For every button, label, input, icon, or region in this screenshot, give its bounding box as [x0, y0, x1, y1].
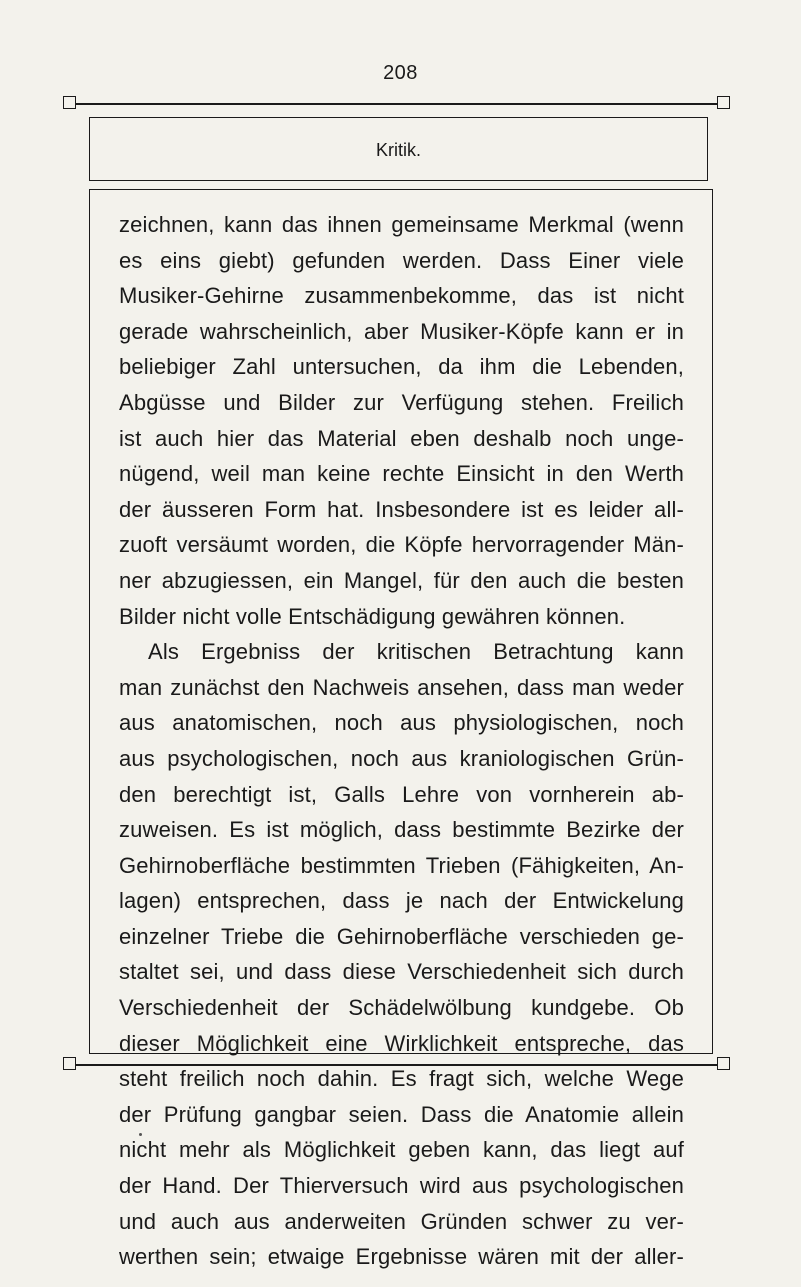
page-number: 208 [383, 62, 418, 84]
text-line: Als Ergebniss der kritischen Betrachtung kann [148, 639, 684, 665]
text-line: Musiker-Gehirne zusammenbekomme, das ist nicht [119, 283, 684, 309]
frame-top-rule [70, 103, 724, 105]
text-line: beliebiger Zahl untersuchen, da ihm die Lebenden, [119, 354, 684, 380]
running-header-title: Kritik. [376, 140, 421, 160]
body-text [119, 207, 684, 1275]
text-line: und auch aus anderweiten Gründen schwer zu ver- [119, 1208, 684, 1234]
text-line: steht freilich noch dahin. Es fragt sich, welche Wege [119, 1066, 684, 1092]
text-line: zuweisen. Es ist möglich, dass bestimmte Bezirke der [119, 817, 684, 843]
frame-corner-top-right [717, 96, 730, 109]
text-line: Bilder nicht volle Entschädigung gewähren können. [119, 603, 626, 629]
paper-speck [139, 1133, 142, 1136]
text-line: staltet sei, und dass diese Verschiedenheit sich durch [119, 959, 684, 985]
text-line: zuoft versäumt worden, die Köpfe hervorragender Män- [119, 532, 684, 558]
text-line: Verschiedenheit der Schädelwölbung kundgebe. Ob [119, 995, 684, 1021]
text-line: ist auch hier das Material eben deshalb noch unge- [119, 425, 684, 451]
text-line: den berechtigt ist, Galls Lehre von vornherein ab- [119, 781, 684, 807]
text-line: nügend, weil man keine rechte Einsicht in den Werth [119, 461, 684, 487]
text-line: werthen sein; etwaige Ergebnisse wären mit der aller- [119, 1244, 684, 1270]
text-line: lagen) entsprechen, dass je nach der Entwickelung [119, 888, 684, 914]
text-line: aus psychologischen, noch aus kraniologischen Grün- [119, 745, 684, 771]
text-line: zeichnen, kann das ihnen gemeinsame Merkmal (wenn [119, 212, 684, 237]
frame-corner-bottom-right [717, 1057, 730, 1070]
text-line: der äusseren Form hat. Insbesondere ist es leider all- [119, 496, 684, 522]
text-line: der Prüfung gangbar seien. Dass die Anatomie allein [119, 1101, 684, 1127]
text-line: einzelner Triebe die Gehirnoberfläche verschieden ge- [119, 923, 684, 949]
text-line: dieser Möglichkeit eine Wirklichkeit entspreche, das [119, 1030, 684, 1056]
text-line: Gehirnoberfläche bestimmten Trieben (Fähigkeiten, An- [119, 852, 684, 878]
text-line: ner abzugiessen, ein Mangel, für den auch die besten [119, 567, 684, 593]
frame-corner-bottom-left [63, 1057, 76, 1070]
text-line: es eins giebt) gefunden werden. Dass Einer viele [119, 247, 684, 273]
text-line: der Hand. Der Thierversuch wird aus psychologischen [119, 1173, 684, 1199]
text-line: gerade wahrscheinlich, aber Musiker-Köpfe kann er in [119, 318, 684, 344]
text-line: Abgüsse und Bilder zur Verfügung stehen. Freilich [119, 389, 684, 415]
text-line: aus anatomischen, noch aus physiologischen, noch [119, 710, 684, 736]
body-text-frame [89, 189, 713, 1270]
text-line: nicht mehr als Möglichkeit geben kann, das liegt auf [119, 1137, 684, 1163]
running-header-box [89, 117, 708, 181]
text-line: man zunächst den Nachweis ansehen, dass man weder [119, 674, 684, 700]
frame-corner-top-left [63, 96, 76, 109]
